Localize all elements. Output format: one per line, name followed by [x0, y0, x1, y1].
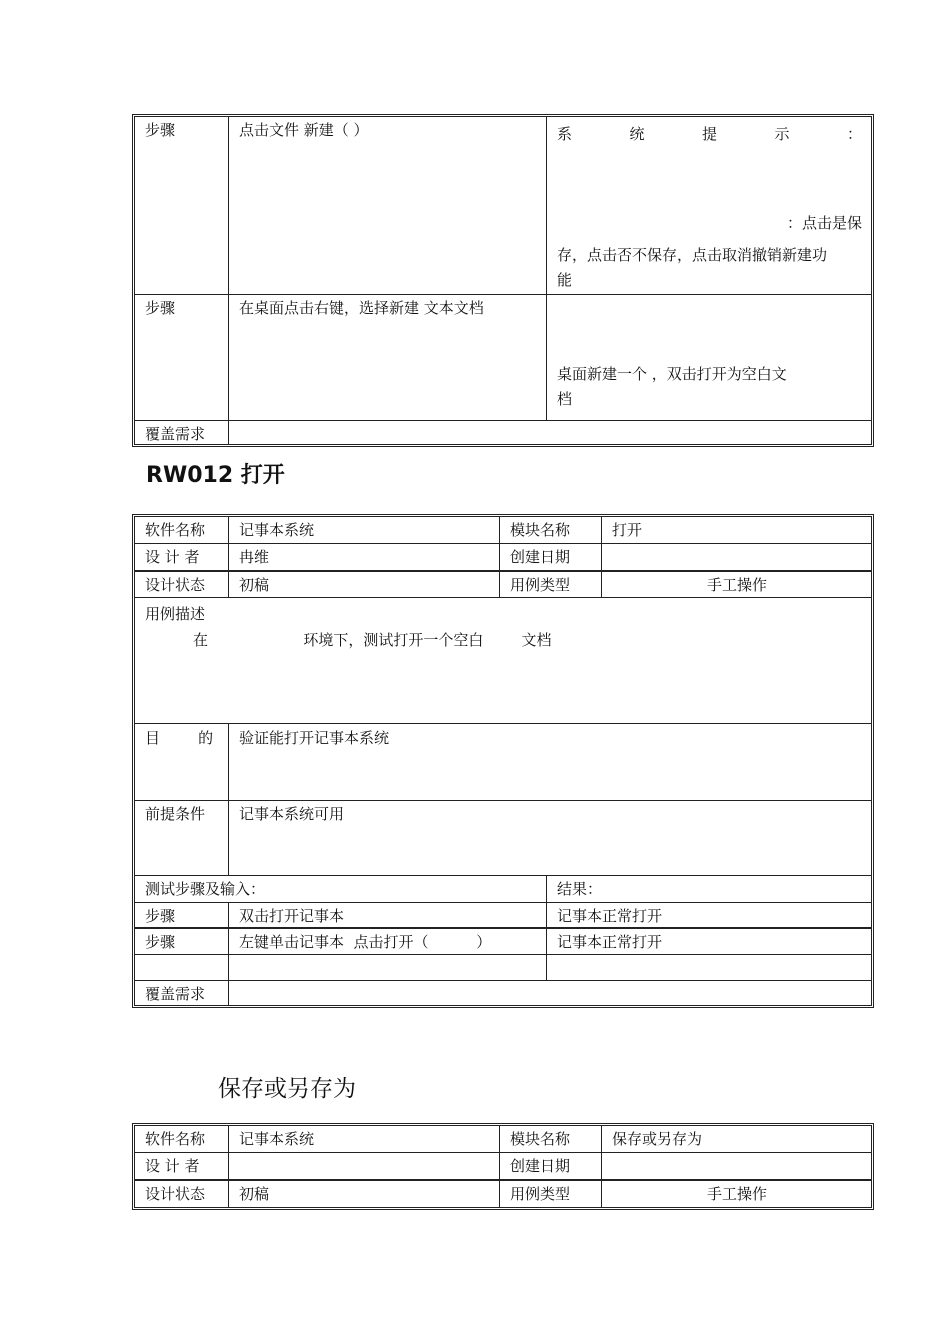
software-value: 记事本系统: [229, 517, 500, 543]
software-value: 记事本系统: [229, 1126, 500, 1152]
purpose-value: 验证能打开记事本系统: [239, 729, 390, 747]
software-label: 软件名称: [135, 1126, 229, 1152]
created-date-value: [602, 1153, 871, 1179]
steps-header-row: [135, 876, 871, 903]
designer-row: [135, 544, 871, 572]
coverage-label: 覆盖需求: [135, 421, 229, 444]
step-label: 步骤: [135, 295, 229, 420]
status-row: [135, 572, 871, 598]
designer-label: 设 计 者: [135, 544, 229, 570]
step-input: 左键单击记事本 点击打开（ ）: [229, 929, 547, 954]
designer-value: [229, 1153, 500, 1179]
status-value: 初稿: [229, 572, 500, 597]
precondition-label: 前提条件: [135, 801, 229, 875]
created-date-label: 创建日期: [500, 544, 602, 570]
status-label: 设计状态: [135, 572, 229, 597]
result-line: 能: [557, 271, 573, 289]
step-result: [547, 117, 871, 294]
test-step-row: [135, 929, 871, 955]
description-row: [135, 598, 871, 724]
module-value: 打开: [612, 521, 643, 539]
save-test-case-table: [132, 1123, 874, 1210]
step-input: 双击打开记事本: [229, 903, 547, 927]
module-label: 模块名称: [500, 517, 602, 543]
software-row: [135, 517, 871, 544]
result-line: 桌面新建一个 ，双击打开为空白文: [557, 365, 787, 383]
step-input: 点击文件 新建（ ）: [229, 117, 547, 294]
coverage-row: [135, 981, 871, 1005]
coverage-label: 覆盖需求: [135, 981, 229, 1005]
step-result: [547, 955, 871, 980]
coverage-value: [229, 421, 871, 444]
software-row: [135, 1126, 871, 1153]
step-input: 在桌面点击右键，选择新建 文本文档: [229, 295, 547, 420]
steps-header: 测试步骤及输入：: [135, 876, 547, 902]
step-label: 步骤: [135, 929, 229, 954]
step-result: 记事本正常打开: [557, 907, 663, 925]
status-label: 设计状态: [135, 1181, 229, 1207]
designer-value: 冉维: [229, 544, 500, 570]
description-text: 在 环境下，测试打开一个空白 文档: [193, 631, 552, 649]
section-heading-save-as: 保存或另存为: [218, 1076, 356, 1102]
step-result: 记事本正常打开: [557, 933, 663, 951]
purpose-row: [135, 724, 871, 801]
result-system-prompt: 系 统 提 示 ：: [557, 125, 862, 143]
section-heading-rw012: RW012 打开: [146, 463, 285, 488]
status-row: [135, 1181, 871, 1207]
result-line: ：点击是保: [786, 214, 862, 232]
created-date-label: 创建日期: [500, 1153, 602, 1179]
test-step-row: [135, 903, 871, 929]
designer-row: [135, 1153, 871, 1181]
coverage-value: [229, 981, 871, 1005]
coverage-row: [135, 421, 871, 444]
step-row-new-via-menu: [135, 117, 871, 295]
result-header: 结果：: [557, 880, 603, 898]
step-result: [547, 295, 871, 420]
module-label: 模块名称: [500, 1126, 602, 1152]
module-value: 保存或另存为: [612, 1130, 703, 1148]
software-label: 软件名称: [135, 517, 229, 543]
status-value: 初稿: [229, 1181, 500, 1207]
test-step-row: [135, 955, 871, 981]
open-test-case-table: [132, 514, 874, 1008]
case-type-value: 手工操作: [706, 576, 767, 594]
case-type-label: 用例类型: [500, 1181, 602, 1207]
description-label: 用例描述: [145, 605, 206, 623]
created-date-value: [602, 544, 871, 570]
case-type-label: 用例类型: [500, 572, 602, 597]
designer-label: 设 计 者: [135, 1153, 229, 1179]
description-cell: [135, 598, 871, 723]
step-label: [135, 955, 229, 980]
new-file-steps-table: [132, 114, 874, 447]
step-row-new-via-desktop: [135, 295, 871, 421]
precondition-value: 记事本系统可用: [239, 805, 345, 823]
step-input: [229, 955, 547, 980]
result-line: 存，点击否不保存，点击取消撤销新建功: [557, 246, 828, 264]
case-type-value: 手工操作: [706, 1185, 767, 1203]
precondition-row: [135, 801, 871, 876]
step-label: 步骤: [135, 903, 229, 927]
purpose-label: 目 的: [135, 724, 229, 800]
result-line: 档: [557, 390, 573, 408]
step-label: 步骤: [135, 117, 229, 294]
